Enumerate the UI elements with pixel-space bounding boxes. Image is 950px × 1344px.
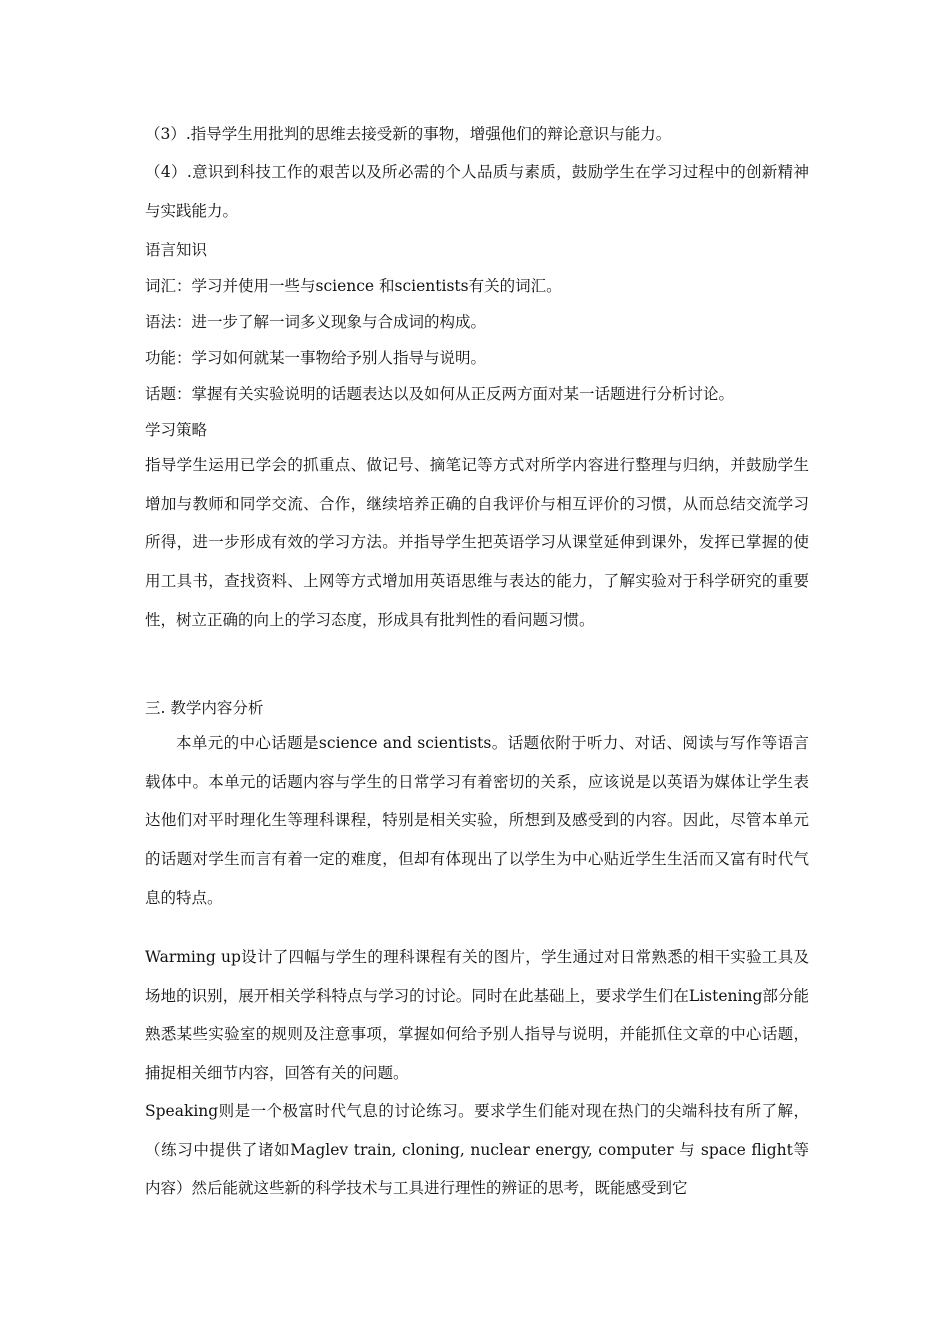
- content-analysis-para-3: Speaking则是一个极富时代气息的讨论练习。要求学生们能对现在热门的尖端科技有所了解，（练习中提供了诸如Maglev train, cloning, nuclear energy, computer 与 space flight等内容）然后能就这些新的科学技术与工具进行理性的辨证的思考，既能感受到它: [145, 1102, 809, 1198]
- grammar-line: 语法：进一步了解一词多义现象与合成词的构成。: [145, 313, 487, 331]
- learning-strategy-body: 指导学生运用已学会的抓重点、做记号、摘笔记等方式对所学内容进行整理与归纳，并鼓励学生增加与教师和同学交流、合作，继续培养正确的自我评价与相互评价的习惯，从而总结交流学习所得，进一步形成有效的学习方法。并指导学生把英语学习从课堂延伸到课外，发挥已掌握的使用工具书，查找资料、上网等方式增加用英语思维与表达的能力，了解实验对于科学研究的重要性，树立正确的向上的学习态度，形成具有批判性的看问题习惯。: [145, 456, 809, 629]
- objective-item-3: （3）.指导学生用批判的思维去接受新的事物，增强他们的辩论意识与能力。: [145, 125, 672, 143]
- content-analysis-para-1: 本单元的中心话题是science and scientists。话题依附于听力、对话、阅读与写作等语言载体中。本单元的话题内容与学生的日常学习有着密切的关系，应该说是以英语为媒体让学生表达他们对平时理化生等理科课程，特别是相关实验，所想到及感受到的内容。因此，尽管本单元的话题对学生而言有着一定的难度，但却有体现出了以学生为中心贴近学生生活而又富有时代气息的特点。: [145, 734, 809, 907]
- content-analysis-heading: 三. 教学内容分析: [145, 699, 264, 717]
- topic-line: 话题：掌握有关实验说明的话题表达以及如何从正反两方面对某一话题进行分析讨论。: [145, 385, 735, 403]
- function-line: 功能：学习如何就某一事物给予别人指导与说明。: [145, 349, 487, 367]
- language-knowledge-heading: 语言知识: [145, 241, 208, 259]
- vocabulary-line: 词汇：学习并使用一些与science 和scientists有关的词汇。: [145, 277, 562, 295]
- learning-strategy-heading: 学习策略: [145, 421, 208, 439]
- objective-item-4: （4）.意识到科技工作的艰苦以及所必需的个人品质与素质，鼓励学生在学习过程中的创新精神与实践能力。: [145, 163, 809, 220]
- content-analysis-para-2: Warming up设计了四幅与学生的理科课程有关的图片，学生通过对日常熟悉的相干实验工具及场地的识别，展开相关学科特点与学习的讨论。同时在此基础上，要求学生们在Listening部分能熟悉某些实验室的规则及注意事项，掌握如何给予别人指导与说明，并能抓住文章的中心话题，捕捉相关细节内容，回答有关的问题。: [145, 948, 809, 1083]
